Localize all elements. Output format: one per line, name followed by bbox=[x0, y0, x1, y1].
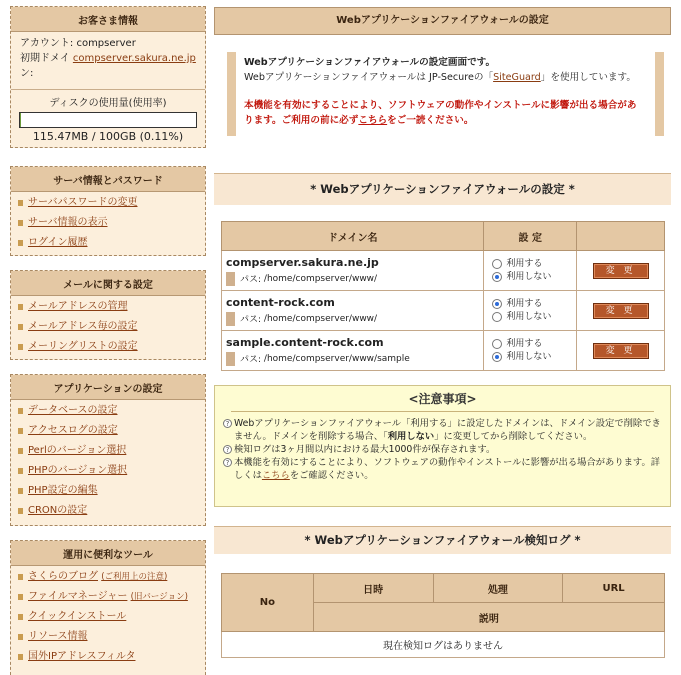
notice-text: 」に変更してから削除してください。 bbox=[434, 431, 592, 442]
col-url-header: URL bbox=[563, 574, 665, 603]
menu-label[interactable]: PHP設定の編集 bbox=[28, 485, 98, 496]
menu-mail-address[interactable] bbox=[17, 300, 199, 314]
table-header-row bbox=[222, 222, 665, 251]
setting-cell bbox=[484, 251, 577, 291]
menu-resource-info[interactable] bbox=[17, 630, 199, 644]
account-heading: お客さま情報 bbox=[11, 7, 205, 32]
bullet-icon bbox=[18, 654, 23, 660]
radio-label: 利用する bbox=[506, 258, 542, 271]
path-tag-icon bbox=[226, 272, 235, 286]
bullet-icon bbox=[18, 634, 23, 640]
menu-label[interactable]: メールアドレス毎の設定 bbox=[28, 321, 138, 332]
path-tag-icon bbox=[226, 312, 235, 326]
notice-text: Webアプリケーションファイアウォール「利用する」に設定したドメインは、ドメイン設定で削除できません。ドメインを削除する場合、「 bbox=[234, 418, 661, 442]
page-title: Webアプリケーションファイアウォールの設定 bbox=[214, 7, 671, 35]
action-cell bbox=[577, 331, 665, 371]
radio-use[interactable] bbox=[485, 298, 575, 311]
menu-php-settings[interactable] bbox=[17, 484, 199, 498]
action-cell bbox=[577, 251, 665, 291]
warning-here-link[interactable]: こちら bbox=[358, 115, 387, 126]
path-prefix: パス: bbox=[240, 272, 261, 285]
menu-label[interactable]: 国外IPアドレスフィルタ bbox=[28, 651, 135, 662]
mail-menu bbox=[11, 296, 205, 362]
notice-here-link[interactable]: こちら bbox=[262, 470, 290, 481]
domain-row bbox=[20, 51, 197, 66]
domain-label-tail: ン: bbox=[20, 66, 197, 81]
intro-line1: Webアプリケーションファイアウォールの設定画面です。 bbox=[244, 56, 645, 71]
menu-label[interactable]: メールアドレスの管理 bbox=[28, 301, 128, 312]
bullet-icon bbox=[18, 200, 23, 206]
menu-cron[interactable] bbox=[17, 504, 199, 518]
menu-database[interactable] bbox=[17, 404, 199, 418]
menu-label[interactable]: ログイン履歴 bbox=[28, 237, 88, 248]
col-datetime-header: 日時 bbox=[313, 574, 433, 603]
change-button[interactable]: 変 更 bbox=[593, 263, 649, 279]
initial-domain-link[interactable]: compserver.sakura.ne.jp bbox=[73, 53, 196, 64]
question-icon: ? bbox=[223, 419, 232, 428]
menu-access-log[interactable] bbox=[17, 424, 199, 438]
setting-cell bbox=[484, 331, 577, 371]
menu-note-link[interactable]: (ご利用上の注意) bbox=[101, 572, 167, 582]
intro-warn-pre: ります。ご利用の前に必ず bbox=[244, 115, 358, 126]
mail-heading: メールに関する設定 bbox=[11, 271, 205, 296]
domain-path bbox=[223, 312, 482, 326]
radio-use[interactable] bbox=[485, 258, 575, 271]
intro-line2-post: 」を使用しています。 bbox=[541, 72, 636, 83]
tools-menu bbox=[11, 566, 205, 672]
radio-label: 利用しない bbox=[506, 311, 551, 324]
bullet-icon bbox=[18, 594, 23, 600]
radio-on-icon[interactable] bbox=[492, 259, 502, 269]
menu-perl-version[interactable] bbox=[17, 444, 199, 458]
menu-label[interactable]: PHPのバージョン選択 bbox=[28, 465, 127, 476]
menu-label[interactable]: メーリングリストの設定 bbox=[28, 341, 138, 352]
bullet-icon bbox=[18, 614, 23, 620]
col-action-header: 処理 bbox=[433, 574, 563, 603]
menu-sakura-blog[interactable] bbox=[17, 570, 199, 584]
radio-not-use[interactable] bbox=[485, 311, 575, 324]
account-label: アカウント: bbox=[20, 38, 76, 49]
server-heading: サーバ情報とパスワード bbox=[11, 167, 205, 192]
path-value: /home/compserver/www/ bbox=[264, 274, 377, 284]
notice-item bbox=[223, 417, 662, 443]
col-no-header: No bbox=[222, 574, 314, 632]
menu-mailing-list[interactable] bbox=[17, 340, 199, 354]
account-row bbox=[20, 36, 197, 51]
table-row bbox=[222, 291, 665, 331]
radio-on-icon[interactable] bbox=[492, 299, 502, 309]
domain-settings-table bbox=[221, 221, 665, 371]
log-empty-row bbox=[222, 632, 665, 658]
notice-box bbox=[214, 385, 671, 507]
menu-login-history[interactable] bbox=[17, 236, 199, 250]
tools-heading: 運用に便利なツール bbox=[11, 541, 205, 566]
intro-warn-line2 bbox=[244, 114, 645, 129]
path-tag-icon bbox=[226, 352, 235, 366]
radio-not-use[interactable] bbox=[485, 351, 575, 364]
detection-log-table bbox=[221, 573, 665, 658]
account-panel bbox=[10, 6, 206, 148]
log-header-row bbox=[222, 574, 665, 603]
domain-cell bbox=[222, 331, 484, 371]
radio-label: 利用しない bbox=[506, 271, 551, 284]
intro-warn-line1: 本機能を有効にすることにより、ソフトウェアの動作やインストールに影響が出る場合があ bbox=[244, 99, 645, 114]
table-row bbox=[222, 251, 665, 291]
bullet-icon bbox=[18, 408, 23, 414]
menu-label[interactable]: アクセスログの設定 bbox=[28, 425, 118, 436]
app-menu bbox=[11, 400, 205, 526]
notice-list bbox=[223, 417, 662, 482]
domain-path bbox=[223, 352, 482, 366]
radio-off-icon[interactable] bbox=[492, 272, 502, 282]
menu-label[interactable]: ファイルマネージャー bbox=[28, 591, 127, 602]
col-action-header bbox=[577, 222, 665, 251]
domain-name: sample.content-rock.com bbox=[223, 336, 482, 349]
radio-off-icon[interactable] bbox=[492, 352, 502, 362]
log-section-title: * Webアプリケーションファイアウォール検知ログ * bbox=[214, 526, 671, 554]
disk-usage-bar bbox=[19, 112, 197, 128]
path-prefix: パス: bbox=[240, 352, 261, 365]
change-button[interactable]: 変 更 bbox=[593, 303, 649, 319]
menu-quick-install[interactable] bbox=[17, 610, 199, 624]
radio-off-icon[interactable] bbox=[492, 312, 502, 322]
server-menu bbox=[11, 192, 205, 258]
domain-cell bbox=[222, 291, 484, 331]
menu-file-manager[interactable] bbox=[17, 590, 199, 604]
bullet-icon bbox=[18, 324, 23, 330]
bullet-icon bbox=[18, 344, 23, 350]
account-value: compserver bbox=[76, 38, 135, 49]
domain-name: content-rock.com bbox=[223, 296, 482, 309]
menu-label[interactable]: さくらのブログ bbox=[28, 571, 98, 582]
bullet-icon bbox=[18, 304, 23, 310]
tools-panel bbox=[10, 540, 206, 675]
radio-label: 利用しない bbox=[506, 351, 551, 364]
notice-text: をご確認ください。 bbox=[290, 470, 374, 481]
change-button[interactable]: 変 更 bbox=[593, 343, 649, 359]
menu-mail-settings[interactable] bbox=[17, 320, 199, 334]
bullet-icon bbox=[18, 240, 23, 246]
setting-cell bbox=[484, 291, 577, 331]
domain-name: compserver.sakura.ne.jp bbox=[223, 256, 482, 269]
log-empty-message: 現在検知ログはありません bbox=[222, 632, 665, 658]
intro-warn-post: をご一読ください。 bbox=[387, 115, 473, 126]
menu-label[interactable]: データベースの設定 bbox=[28, 405, 118, 416]
mail-panel bbox=[10, 270, 206, 360]
bullet-icon bbox=[18, 448, 23, 454]
question-icon: ? bbox=[223, 445, 232, 454]
bullet-icon bbox=[18, 468, 23, 474]
col-setting-header: 設 定 bbox=[484, 222, 577, 251]
bullet-icon bbox=[18, 428, 23, 434]
menu-label[interactable]: サーバ情報の表示 bbox=[28, 217, 108, 228]
question-icon: ? bbox=[223, 458, 232, 467]
path-value: /home/compserver/www/sample bbox=[264, 354, 410, 364]
radio-not-use[interactable] bbox=[485, 271, 575, 284]
notice-text: 検知ログは3ヶ月間以内における最大1000件が保存されます。 bbox=[234, 444, 495, 455]
col-desc-header: 説明 bbox=[313, 603, 664, 632]
disk-usage-title: ディスクの使用量(使用率) bbox=[11, 89, 205, 109]
radio-label: 利用する bbox=[506, 298, 542, 311]
notice-item bbox=[223, 456, 662, 482]
menu-label[interactable]: CRONの設定 bbox=[28, 505, 87, 516]
intro-line2-pre: Webアプリケーションファイアウォールは JP-Secureの「 bbox=[244, 72, 493, 83]
col-domain-header: ドメイン名 bbox=[222, 222, 484, 251]
siteguard-link[interactable]: SiteGuard bbox=[493, 72, 541, 83]
menu-php-version[interactable] bbox=[17, 464, 199, 478]
notice-item bbox=[223, 443, 662, 456]
menu-server-password[interactable] bbox=[17, 196, 199, 210]
bullet-icon bbox=[18, 488, 23, 494]
domain-label: 初期ドメイ bbox=[20, 53, 70, 64]
settings-section-title: * Webアプリケーションファイアウォールの設定 * bbox=[214, 173, 671, 205]
radio-on-icon[interactable] bbox=[492, 339, 502, 349]
intro-box bbox=[227, 52, 664, 136]
notice-text: 本機能を有効にすることにより、ソフトウェアの動作やインストールに影響が出る場合があります。詳しくは bbox=[234, 457, 660, 481]
app-heading: アプリケーションの設定 bbox=[11, 375, 205, 400]
intro-line2 bbox=[244, 71, 645, 86]
radio-use[interactable] bbox=[485, 338, 575, 351]
action-cell bbox=[577, 291, 665, 331]
bullet-icon bbox=[18, 508, 23, 514]
domain-cell bbox=[222, 251, 484, 291]
menu-ip-filter[interactable] bbox=[17, 650, 199, 664]
disk-usage-text: 115.47MB / 100GB (0.11%) bbox=[11, 130, 205, 149]
menu-label[interactable]: クイックインストール bbox=[28, 611, 126, 622]
notice-bold: 利用しない bbox=[388, 431, 435, 442]
menu-label[interactable]: サーバパスワードの変更 bbox=[28, 197, 138, 208]
path-prefix: パス: bbox=[240, 312, 261, 325]
path-value: /home/compserver/www/ bbox=[264, 314, 377, 324]
app-panel bbox=[10, 374, 206, 526]
notice-title: <注意事項> bbox=[231, 390, 654, 412]
bullet-icon bbox=[18, 220, 23, 226]
table-row bbox=[222, 331, 665, 371]
intro-warning bbox=[244, 99, 645, 128]
menu-server-info[interactable] bbox=[17, 216, 199, 230]
menu-note-link[interactable]: (旧バージョン) bbox=[131, 592, 188, 602]
menu-label[interactable]: リソース情報 bbox=[28, 631, 88, 642]
domain-path bbox=[223, 272, 482, 286]
radio-label: 利用する bbox=[506, 338, 542, 351]
bullet-icon bbox=[18, 574, 23, 580]
menu-label[interactable]: Perlのバージョン選択 bbox=[28, 445, 126, 456]
server-panel bbox=[10, 166, 206, 256]
